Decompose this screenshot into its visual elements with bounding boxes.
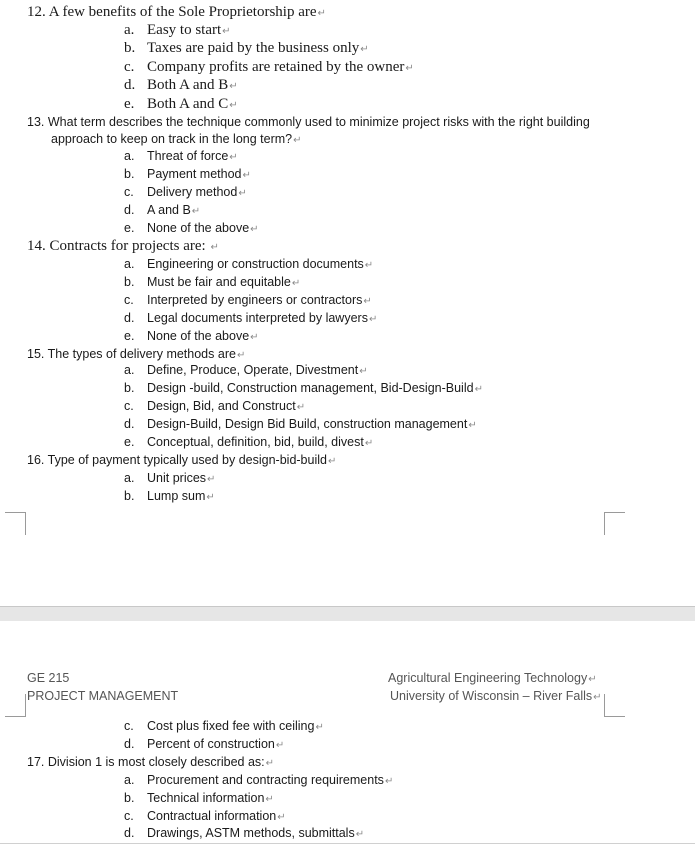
question-13 [27, 115, 590, 129]
paragraph-mark-icon: ↵ [593, 692, 602, 703]
paragraph-mark-icon: ↵ [360, 44, 369, 55]
option-item: d. A and B↵ [124, 203, 201, 217]
question-15 [27, 347, 245, 361]
paragraph-mark-icon: ↵ [359, 366, 368, 377]
document-page-2 [0, 621, 695, 845]
paragraph-mark-icon: ↵ [384, 776, 394, 787]
paragraph-mark-icon: ↵ [275, 740, 285, 751]
question-number: 12. [27, 4, 46, 20]
option-item: c. Contractual information↵ [124, 809, 286, 823]
question-text: Type of payment typically used by design-bid-build [47, 453, 327, 467]
paragraph-mark-icon: ↵ [210, 242, 219, 253]
option-item: c. Interpreted by engineers or contractors↵ [124, 293, 372, 307]
option-item: a. Engineering or construction documents↵ [124, 257, 374, 271]
paragraph-mark-icon: ↵ [229, 81, 238, 92]
option-item: d. Design-Build, Design Bid Build, construction management↵ [124, 417, 477, 431]
question-text: A few benefits of the Sole Proprietorship are [48, 4, 317, 20]
header-course-code: GE 215 [27, 671, 70, 685]
question-number: 15. [27, 347, 45, 361]
paragraph-mark-icon: ↵ [191, 206, 201, 217]
question-12 [27, 4, 326, 21]
question-14 [27, 238, 219, 255]
paragraph-mark-icon: ↵ [207, 474, 216, 485]
question-text: The types of delivery methods are [47, 347, 236, 361]
paragraph-mark-icon: ↵ [229, 100, 238, 111]
paragraph-mark-icon: ↵ [206, 492, 215, 503]
paragraph-mark-icon: ↵ [355, 829, 365, 840]
header-course-name: PROJECT MANAGEMENT [27, 689, 179, 703]
paragraph-mark-icon: ↵ [238, 188, 247, 199]
paragraph-mark-icon: ↵ [291, 278, 301, 289]
question-text: Contracts for projects are: [49, 238, 206, 254]
option-item: c. Cost plus fixed fee with ceiling↵ [124, 719, 324, 733]
paragraph-mark-icon: ↵ [229, 152, 238, 163]
crop-mark [5, 694, 26, 717]
question-number: 16. [27, 453, 45, 467]
paragraph-mark-icon: ↵ [293, 135, 302, 146]
option-item: b. Technical information↵ [124, 791, 274, 805]
option-item: a. Procurement and contracting requirements↵ [124, 773, 394, 787]
paragraph-mark-icon: ↵ [317, 8, 326, 19]
paragraph-mark-icon: ↵ [588, 674, 597, 685]
paragraph-mark-icon: ↵ [315, 722, 324, 733]
paragraph-mark-icon: ↵ [364, 438, 374, 449]
option-item: a. Define, Produce, Operate, Divestment↵ [124, 363, 368, 377]
page-bottom-edge [0, 843, 695, 844]
paragraph-mark-icon: ↵ [236, 350, 246, 361]
option-item: d. Legal documents interpreted by lawyers↵ [124, 311, 378, 325]
option-item: e. Both A and C↵ [124, 96, 238, 112]
option-item: e. None of the above↵ [124, 329, 259, 343]
question-13-continued: approach to keep on track in the long term?↵ [51, 132, 302, 146]
option-item: d. Percent of construction↵ [124, 737, 285, 751]
option-item: a. Unit prices↵ [124, 471, 216, 485]
question-16 [27, 453, 336, 467]
paragraph-mark-icon: ↵ [277, 812, 286, 823]
question-text: Division 1 is most closely described as: [47, 755, 265, 769]
header-university: University of Wisconsin – River Falls↵ [390, 689, 602, 703]
paragraph-mark-icon: ↵ [296, 402, 306, 413]
option-item: b. Lump sum↵ [124, 489, 215, 503]
option-item: b. Payment method↵ [124, 167, 251, 181]
option-item: c. Design, Bid, and Construct↵ [124, 399, 306, 413]
option-item: b. Must be fair and equitable↵ [124, 275, 301, 289]
question-number: 17. [27, 755, 45, 769]
option-item: c. Delivery method↵ [124, 185, 247, 199]
paragraph-mark-icon: ↵ [242, 170, 251, 181]
paragraph-mark-icon: ↵ [265, 758, 275, 769]
option-item: a. Easy to start↵ [124, 22, 231, 38]
option-item: e. Conceptual, definition, bid, build, divest↵ [124, 435, 374, 449]
option-item: e. None of the above↵ [124, 221, 259, 235]
paragraph-mark-icon: ↵ [468, 420, 477, 431]
option-item: a. Threat of force↵ [124, 149, 238, 163]
page-separator [0, 606, 695, 622]
paragraph-mark-icon: ↵ [474, 384, 483, 395]
option-item: b. Taxes are paid by the business only↵ [124, 40, 369, 56]
question-17 [27, 755, 274, 769]
crop-mark [604, 512, 625, 535]
paragraph-mark-icon: ↵ [222, 26, 231, 37]
paragraph-mark-icon: ↵ [250, 224, 259, 235]
paragraph-mark-icon: ↵ [265, 794, 274, 805]
question-text-line-1: What term describes the technique commonly used to minimize project risks with the right building [47, 115, 590, 129]
question-number: 13. [27, 115, 45, 129]
paragraph-mark-icon: ↵ [405, 63, 414, 74]
option-item: d. Both A and B↵ [124, 77, 238, 93]
crop-mark [5, 512, 26, 535]
option-item: b. Design -build, Construction management, Bid-Design-Build↵ [124, 381, 483, 395]
crop-mark [604, 694, 625, 717]
paragraph-mark-icon: ↵ [250, 332, 259, 343]
paragraph-mark-icon: ↵ [363, 296, 372, 307]
question-number: 14. [27, 238, 46, 254]
option-item: c. Company profits are retained by the owner↵ [124, 59, 414, 75]
option-item: d. Drawings, ASTM methods, submittals↵ [124, 826, 365, 840]
paragraph-mark-icon: ↵ [327, 456, 337, 467]
paragraph-mark-icon: ↵ [368, 314, 378, 325]
header-department: Agricultural Engineering Technology↵ [388, 671, 597, 685]
paragraph-mark-icon: ↵ [364, 260, 374, 271]
